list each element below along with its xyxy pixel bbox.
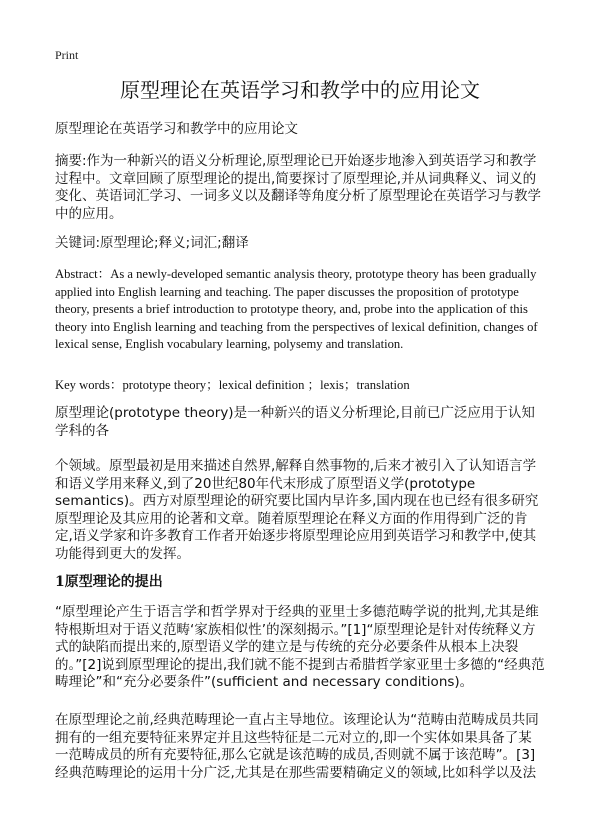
article-subtitle: 原型理论在英语学习和教学中的应用论文 [55, 121, 298, 137]
keywords-chinese: 关键词:原型理论;释义;词汇;翻译 [55, 235, 249, 251]
section-title: 原型理论的提出 [64, 574, 163, 590]
abstract-english: Abstract：As a newly-developed semantic analysis theory, prototype theory has been gradually applied into English learning and teaching. The paper discusses the proposition of prototype theory, presents a brief introduction to prototype theory, and, probe into the application of this theory into English learning and teaching from the perspectives of lexical definition, changes of lexical sense, English vocabulary learning, polysemy and translation. [55, 267, 538, 351]
paragraph-intro-2: 个领域。原型最初是用来描述自然界,解释自然事物的,后来才被引入了认知语言学和语义学用来释义,到了20世纪80年代末形成了原型语义学(prototype semantics)。西方对原型理论的研究要比国内早许多,国内现在也已经有很多研究原型理论及其应用的论著和文章。随着原型理论在释义方面的作用得到广泛的肯定,语义学家和许多教育工作者开始逐步将原型理论应用到英语学习和教学中,使其功能得到更大的发挥。 [55, 458, 539, 562]
paragraph-section1-2: 在原型理论之前,经典范畴理论一直占主导地位。该理论认为“范畴由范畴成员共同拥有的一组充要特征来界定并且这些特征是二元对立的,即一个实体如果具备了某一范畴成员的所有充要特征,那么它就是该范畴的成员,否则就不属于该范畴”。[3]经典范畴理论的运用十分广泛,尤其是在那些需要精确定义的领域,比如科学以及法 [55, 712, 539, 781]
article-title: 原型理论在英语学习和教学中的应用论文 [120, 78, 480, 102]
keywords-english: Key words：prototype theory；lexical definition ；lexis；translation [55, 378, 410, 392]
paragraph-section1-1: “原型理论产生于语言学和哲学界对于经典的亚里士多德范畴学说的批判,尤其是维特根斯坦对于语义范畴‘家族相似性’的深刻揭示。”[1]“原型理论是针对传统释义方式的缺陷而提出来的,原型语义学的建立是与传统的充分必要条件从根本上决裂的。”[2]说到原型理论的提出,我们就不能不提到古希腊哲学家亚里士多德的“经典范畴理论”和“充分必要条件”(sufficient and necessary conditions)。 [55, 604, 545, 690]
section-heading-1 [55, 574, 545, 592]
paragraph-intro-1: 原型理论(prototype theory)是一种新兴的语义分析理论,目前已广泛应用于认知学科的各 [55, 405, 535, 439]
print-link[interactable]: Print [55, 48, 79, 62]
section-number: 1 [55, 574, 65, 590]
abstract-chinese: 摘要:作为一种新兴的语义分析理论,原型理论已开始逐步地渗入到英语学习和教学过程中。文章回顾了原型理论的提出,简要探讨了原型理论,并从词典释义、词义的变化、英语词汇学习、一词多义以及翻译等角度分析了原型理论在英语学习与教学中的应用。 [55, 153, 541, 222]
